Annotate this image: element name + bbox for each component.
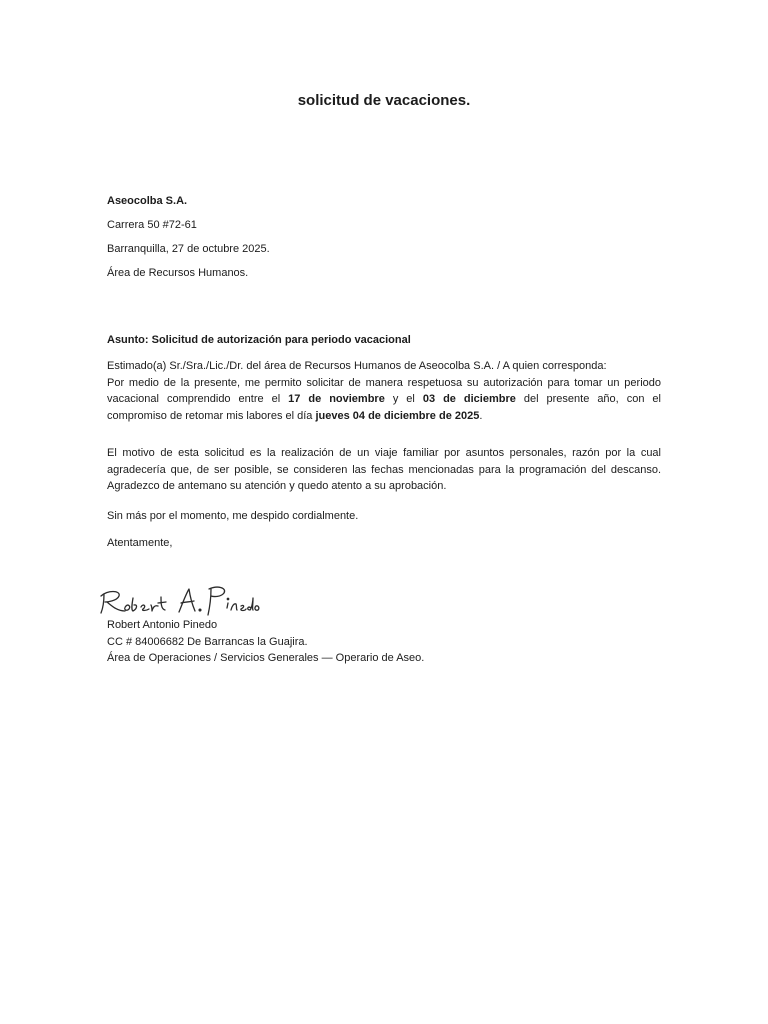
subject-line: Asunto: Solicitud de autorización para periodo vacacional xyxy=(107,334,411,346)
sign-off: Atentamente, xyxy=(107,537,173,549)
paragraph-2-line-2: agradecería que, de ser posible, se consideren las fechas mencionadas para la programación del descanso. xyxy=(107,463,661,476)
paragraph-2-line-1: El motivo de esta solicitud es la realización de un viaje familiar por asuntos personales, razón por la cual xyxy=(107,447,661,459)
department: Área de Recursos Humanos. xyxy=(107,267,249,279)
paragraph-1-line-2 xyxy=(107,391,661,408)
city-date: Barranquilla, 27 de octubre 2025. xyxy=(107,243,270,255)
return-date: jueves 04 de diciembre de 2025 xyxy=(315,409,480,422)
recipient-block xyxy=(107,193,661,289)
paragraph-1-line-1: Por medio de la presente, me permito solicitar de manera respetuosa su autorización para tomar un periodo xyxy=(107,376,661,389)
paragraph-2-line-3: Agradezco de antemano su atención y quedo atento a su aprobación. xyxy=(107,480,447,492)
signer-name: Robert Antonio Pinedo xyxy=(107,619,218,631)
signer-position: Área de Operaciones / Servicios Generales — Operario de Aseo. xyxy=(107,652,425,664)
handwritten-signature xyxy=(95,582,260,618)
text-segment: del presente año, con el xyxy=(515,393,661,405)
body-paragraph-1 xyxy=(107,358,661,424)
text-segment: . xyxy=(479,409,483,422)
text-segment: vacacional comprendido entre el xyxy=(107,393,289,405)
company-address: Carrera 50 #72-61 xyxy=(107,219,197,231)
closing-line: Sin más por el momento, me despido cordialmente. xyxy=(107,510,359,522)
paragraph-1-line-3 xyxy=(107,408,661,425)
signature-block xyxy=(107,617,661,667)
body-paragraph-2 xyxy=(107,445,661,495)
greeting: Estimado(a) Sr./Sra./Lic./Dr. del área de Recursos Humanos de Aseocolba S.A. / A quien corresponda: xyxy=(107,360,607,372)
end-date: 03 de diciembre xyxy=(422,393,516,405)
start-date: 17 de noviembre xyxy=(288,393,385,405)
signer-id: CC # 84006682 De Barrancas la Guajira. xyxy=(107,635,308,648)
company-name: Aseocolba S.A. xyxy=(107,195,188,207)
text-segment: y el xyxy=(384,393,423,405)
text-segment: compromiso de retomar mis labores el día xyxy=(107,409,316,422)
document-title: solicitud de vacaciones. xyxy=(297,92,471,109)
